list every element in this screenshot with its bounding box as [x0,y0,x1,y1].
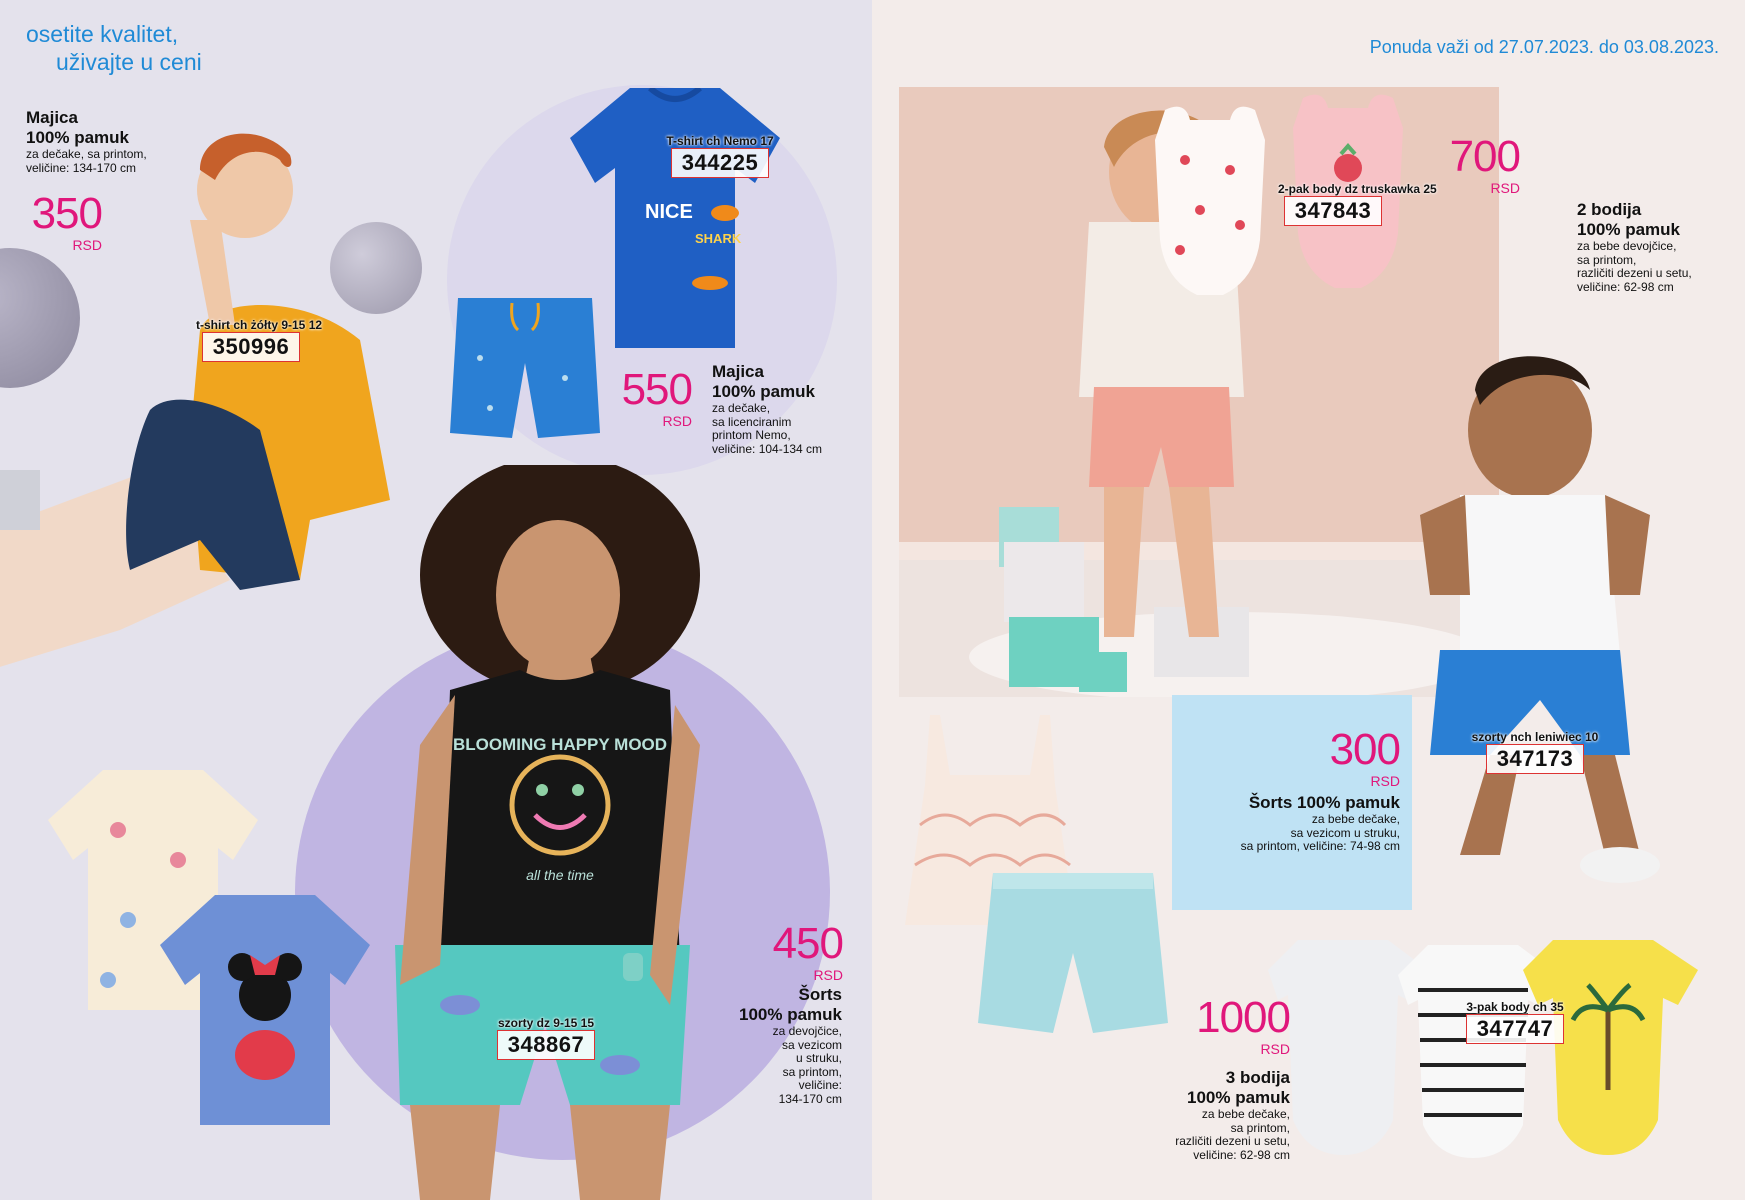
price-currency: RSD [1260,1041,1290,1057]
product-detail: različiti dezeni u setu, [1175,1134,1290,1148]
product-detail: sa printom, [782,1064,842,1079]
product-code-label: t-shirt ch żółty 9-15 12 [196,318,323,332]
product-code: 344225 [671,148,769,178]
price-value: 1000 [1196,993,1290,1042]
nemo-tshirt-image [570,88,780,348]
product-subtitle: 100% pamuk [26,128,129,147]
price-value: 700 [1449,132,1520,181]
price-value: 300 [1329,725,1400,774]
bodies-boy-price [1180,993,1290,1057]
product-detail: veličine: 134-170 cm [26,160,137,175]
price-value: 450 [772,919,843,968]
three-bodies-image [1268,930,1708,1160]
price-currency: RSD [1490,180,1520,196]
product-detail: sa printom, [1577,252,1637,267]
tagline-line-1: osetite kvalitet, [26,21,179,47]
product-detail: sa licenciranim [712,414,792,429]
nemo-print-shark: SHARK [695,231,742,246]
product-code-label: 3-pak body ch 35 [1466,1000,1564,1014]
product-detail: za devojčice, [772,1024,842,1038]
boy-tshirt-price [26,189,102,253]
price-currency: RSD [1370,773,1400,789]
product-code-label: 2-pak body dz truskawka 25 [1278,182,1437,196]
product-code: 347173 [1486,744,1584,774]
product-title: Šorts 100% pamuk [1248,793,1400,812]
product-detail: za dečake, sa printom, [26,147,147,161]
price-currency: RSD [72,237,102,253]
product-title: Majica [26,108,78,127]
bodies-boy-code [1460,1000,1570,1044]
nemo-shorts-image [450,298,600,443]
minnie-tshirt-image [160,895,370,1125]
product-subtitle: 100% pamuk [712,382,815,401]
product-detail: sa printom, veličine: 74-98 cm [1240,839,1400,853]
product-detail: za bebe dečake, [1201,1107,1290,1121]
nemo-price [600,365,692,429]
product-detail: sa vezicom [781,1037,842,1052]
product-code-label: T-shirt ch Nemo 17 [666,134,774,148]
product-code-label: szorty dz 9-15 15 [497,1016,595,1030]
product-code: 350996 [202,332,300,362]
price-currency: RSD [813,967,843,983]
right-page [872,0,1745,1200]
tagline [26,20,202,76]
product-subtitle: 100% pamuk [739,1005,842,1024]
product-title: Majica [712,362,764,381]
price-currency: RSD [662,413,692,429]
product-title: 2 bodija [1577,200,1642,219]
boy-tshirt-code [196,318,323,362]
product-code: 347747 [1466,1014,1564,1044]
girl-shorts-code [486,1016,606,1060]
baby-shorts-price [1300,725,1400,789]
product-code: 347843 [1284,196,1382,226]
product-title: Šorts [798,985,842,1004]
girl-photo [380,465,740,1200]
tank-top-print: BLOOMING HAPPY MOOD [452,735,668,754]
product-detail: za dečake, [712,401,771,415]
baby-shorts-description [1180,793,1400,854]
boy-tshirt-description [26,108,147,175]
product-detail: različiti dezeni u setu, [1577,266,1692,280]
product-subtitle: 100% pamuk [1577,220,1680,239]
nemo-print-nice: NICE [645,201,693,223]
product-detail: sa printom, [1230,1120,1290,1135]
offer-validity: Ponuda važi od 27.07.2023. do 03.08.2023. [1369,37,1719,57]
product-title: 3 bodija [1225,1068,1290,1087]
product-detail: u struku, [795,1051,842,1065]
girl-shorts-price [755,919,843,983]
product-code: 348867 [497,1030,595,1060]
price-value: 350 [31,189,102,238]
product-detail: za bebe dečake, [1311,812,1400,826]
bodies-girl-code [1278,182,1437,226]
baby-shorts-code [1460,730,1610,774]
strawberry-body-image [1145,100,1275,300]
product-detail: printom Nemo, [712,428,791,442]
product-detail: za bebe devojčice, [1577,239,1677,253]
product-detail: veličine: 104-134 cm [712,441,823,456]
nemo-description [712,362,822,456]
bodies-girl-price [1430,132,1520,196]
baby-boy-photo [1400,335,1680,905]
price-value: 550 [621,365,692,414]
product-detail: veličine: 62-98 cm [1193,1147,1290,1162]
left-page [0,0,872,1200]
nemo-tshirt-code [655,134,785,178]
bodies-girl-description [1577,200,1692,294]
product-detail: veličine: 62-98 cm [1577,279,1674,294]
bodies-boy-description [1130,1068,1290,1162]
tank-top-print-bottom: all the time [526,867,594,883]
tagline-line-2: uživajte u ceni [56,49,202,75]
product-subtitle: 100% pamuk [1187,1088,1290,1107]
product-detail: sa vezicom u struku, [1290,825,1400,840]
light-blue-shorts-image [978,873,1168,1038]
product-detail: 134-170 cm [778,1091,842,1106]
girl-shorts-description [700,985,842,1106]
product-detail: veličine: [798,1078,842,1092]
product-code-label: szorty nch leniwiec 10 [1471,730,1599,744]
